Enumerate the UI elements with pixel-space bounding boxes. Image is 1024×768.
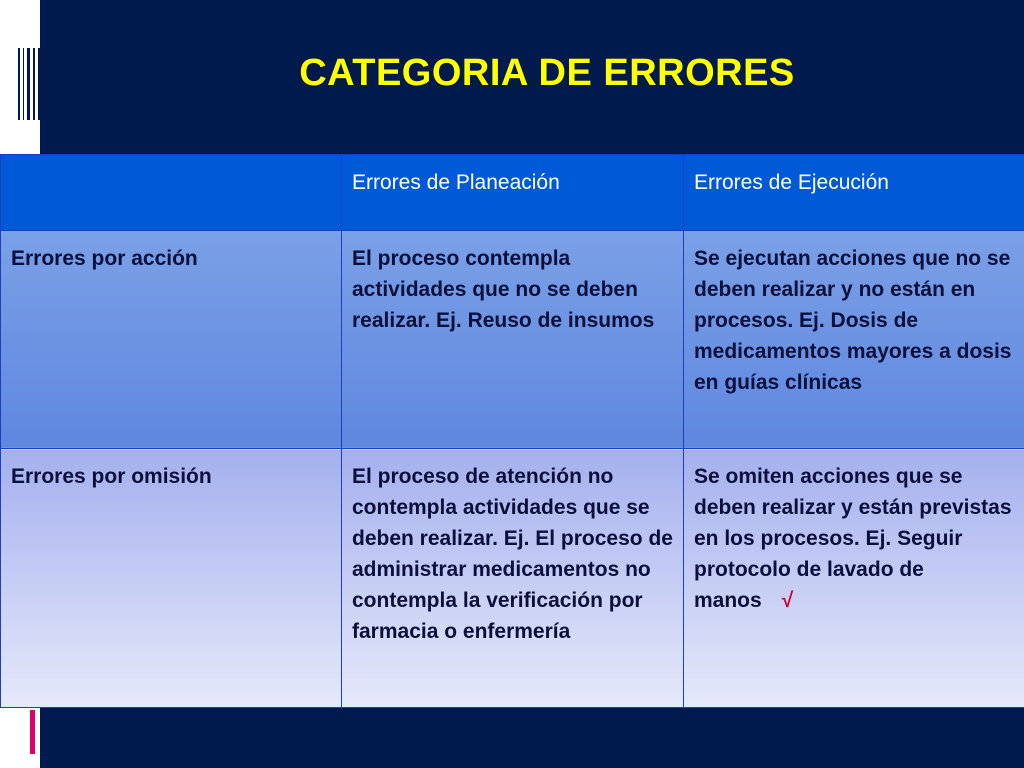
cell-omision-planeacion: El proceso de atención no contempla actividades que se deben realizar. Ej. El proceso de administrar medicamentos no contempla la verificación por farmacia o enfermería xyxy=(342,449,684,708)
cell-accion-ejecucion: Se ejecutan acciones que no se deben realizar y no están en procesos. Ej. Dosis de medicamentos mayores a dosis en guías clínicas xyxy=(684,230,1024,449)
header-cell-planeacion: Errores de Planeación xyxy=(342,155,684,231)
row-label-omision: Errores por omisión xyxy=(1,449,342,708)
checkmark-icon: √ xyxy=(781,589,794,613)
cell-omision-ejecucion xyxy=(684,449,1024,708)
header-cell-ejecucion: Errores de Ejecución xyxy=(684,155,1024,231)
bottom-band xyxy=(40,708,1024,768)
cell-omision-ejecucion-text: Se omiten acciones que se deben realizar y están previstas en los procesos. Ej. Seguir protocolo de lavado de manos xyxy=(694,465,1012,613)
row-label-accion: Errores por acción xyxy=(1,230,342,449)
cell-accion-planeacion: El proceso contempla actividades que no se deben realizar. Ej. Reuso de insumos xyxy=(342,230,684,449)
table-row xyxy=(1,230,1024,449)
table-row xyxy=(1,449,1024,708)
accent-bar xyxy=(30,710,35,754)
header-cell-empty xyxy=(1,155,342,231)
error-category-table xyxy=(0,154,1024,708)
slide-title: CATEGORIA DE ERRORES xyxy=(299,52,795,94)
table-header-row xyxy=(1,155,1024,231)
